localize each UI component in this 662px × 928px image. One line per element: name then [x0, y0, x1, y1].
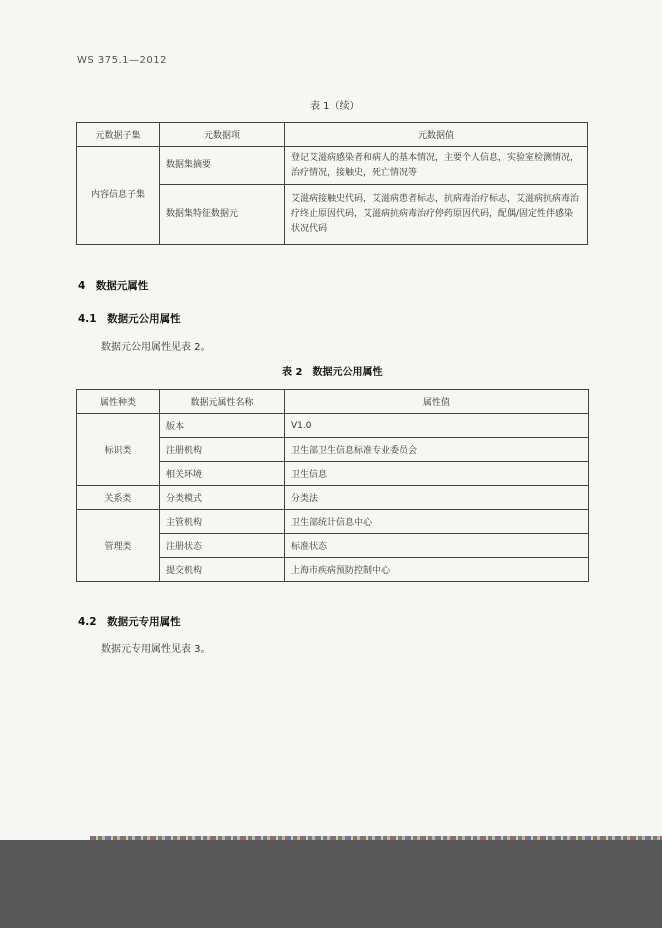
table1-group-label: 内容信息子集: [77, 147, 160, 245]
table1-item: 数据集摘要: [160, 147, 285, 185]
table2-attr-value: V1.0: [285, 414, 589, 438]
table2-attr-value: 上海市疾病预防控制中心: [285, 558, 589, 582]
section-4-1-title: 4.1 数据元公用属性: [78, 313, 181, 325]
table2-header: 属性种类: [77, 390, 160, 414]
table2-attr-name: 注册状态: [160, 534, 285, 558]
table1-caption: 表 1（续）: [310, 101, 360, 112]
table2-category: 关系类: [77, 486, 160, 510]
table2-attr-name: 相关环境: [160, 462, 285, 486]
table2-attr-name: 注册机构: [160, 438, 285, 462]
table2-attr-value: 卫生部卫生信息标准专业委员会: [285, 438, 589, 462]
section-4-2-text: 数据元专用属性见表 3。: [101, 644, 211, 655]
table2-header: 属性值: [285, 390, 589, 414]
table2-attr-name: 版本: [160, 414, 285, 438]
table2-header: 数据元属性名称: [160, 390, 285, 414]
table1-value: 登记艾滋病感染者和病人的基本情况，主要个人信息，实验室检测情况，治疗情况，接触史，死亡情况等: [285, 147, 588, 185]
table2-attr-name: 主管机构: [160, 510, 285, 534]
table-row: [77, 510, 589, 534]
table2-attr-name: 提交机构: [160, 558, 285, 582]
scan-margin: [0, 840, 662, 928]
table2-attr-name: 分类模式: [160, 486, 285, 510]
table2: [76, 389, 589, 582]
table-row: [77, 414, 589, 438]
table1-item: 数据集特征数据元: [160, 185, 285, 245]
section-4-title: 4 数据元属性: [78, 280, 149, 292]
table2-attr-value: 卫生信息: [285, 462, 589, 486]
table2-category: 标识类: [77, 414, 160, 486]
table1-header: 元数据子集: [77, 123, 160, 147]
table2-attr-value: 分类法: [285, 486, 589, 510]
table1-header: 元数据项: [160, 123, 285, 147]
table1: [76, 122, 588, 245]
table2-caption: 表 2 数据元公用属性: [282, 367, 383, 378]
section-4-1-text: 数据元公用属性见表 2。: [101, 342, 211, 353]
standard-code: WS 375.1—2012: [77, 55, 167, 66]
table1-value: 艾滋病接触史代码，艾滋病患者标志，抗病毒治疗标志，艾滋病抗病毒治疗终止原因代码，艾滋病抗病毒治疗停药原因代码，配偶/固定性伴感染状况代码: [285, 185, 588, 245]
table-row: [77, 486, 589, 510]
table1-header: 元数据值: [285, 123, 588, 147]
table2-attr-value: 标准状态: [285, 534, 589, 558]
table2-category: 管理类: [77, 510, 160, 582]
table-row: [77, 147, 588, 185]
section-4-2-title: 4.2 数据元专用属性: [78, 616, 181, 628]
table2-attr-value: 卫生部统计信息中心: [285, 510, 589, 534]
